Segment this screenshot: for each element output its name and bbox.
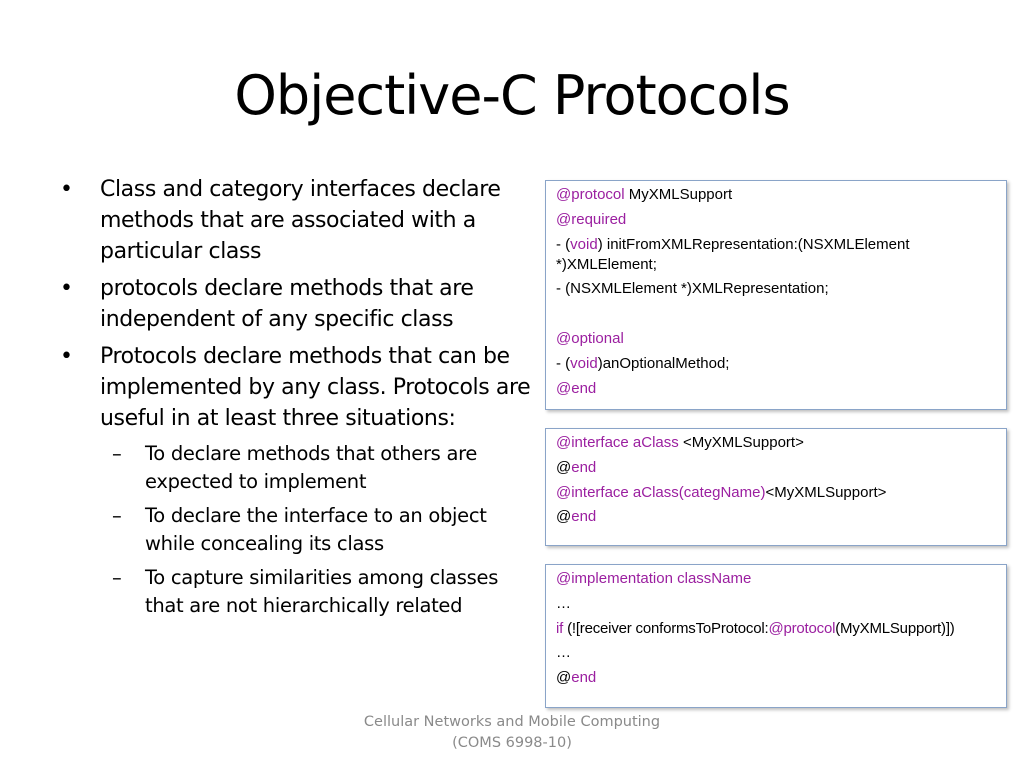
code-keyword: end [571,508,597,526]
bullet-marker: • [60,344,73,369]
code-keyword: if [556,619,564,637]
code-keyword: @implementation className [556,570,752,587]
code-line [556,619,996,639]
code-keyword: end [571,669,597,687]
code-line [556,507,996,527]
code-text: (![receiver conformsToProtocol: [563,619,769,637]
sub-bullet-marker: – [112,442,122,465]
code-line [556,594,996,614]
code-line [556,483,996,503]
code-text: … [556,644,571,662]
slide-footer [312,712,712,754]
code-keyword: @protocol [768,619,836,637]
code-text: @ [556,508,572,526]
bullet-item [60,341,540,434]
bullet-marker: • [60,276,73,301]
code-line [556,235,996,275]
code-text: )anOptionalMethod; [597,354,730,372]
code-text: ) initFromXMLRepresentation:(NSXMLElement *)XMLElement; [556,235,910,273]
bullet-marker: • [60,177,73,202]
code-keyword: @optional [556,329,624,347]
code-text: - ( [556,235,571,253]
code-keyword: @required [556,210,627,228]
code-line [556,569,996,589]
code-line [556,185,996,205]
bullet-item [60,273,540,335]
code-line [556,433,996,453]
code-text: <MyXMLSupport> [765,483,887,501]
footer-line: (COMS 6998-10) [452,735,572,751]
sub-bullet-text: To declare the interface to an object while concealing its class [145,504,487,555]
bullet-text: Class and category interfaces declare methods that are associated with a particular class [100,177,501,264]
code-line [556,379,996,399]
code-keyword: @interface aClass [556,434,679,451]
bullet-text: protocols declare methods that are independent of any specific class [100,276,474,332]
code-text: - ( [556,354,571,372]
code-line [556,354,996,374]
code-line [556,643,996,663]
code-keyword: void [570,354,598,372]
code-keyword: @end [556,379,597,397]
sub-bullet-item [60,502,540,558]
code-keyword: @protocol [556,186,625,203]
protocol-code-box [545,180,1007,410]
code-line [556,279,996,299]
bullet-list [60,174,540,626]
code-keyword: void [570,235,598,253]
sub-bullet-text: To capture similarities among classes that are not hierarchically related [145,566,499,617]
code-text: - (NSXMLElement *)XMLRepresentation; [556,280,829,298]
slide-title: Objective-C Protocols [234,64,790,127]
bullet-item [60,174,540,267]
sub-bullet-text: To declare methods that others are expected to implement [145,442,478,493]
code-line [556,668,996,688]
code-line [556,458,996,478]
code-text: … [556,594,571,612]
code-line [556,329,996,349]
sub-bullet-item [60,440,540,496]
sub-bullet-item [60,564,540,620]
bullet-text: Protocols declare methods that can be implemented by any class. Protocols are useful in at least three situations: [100,344,531,431]
code-text: (MyXMLSupport)]) [835,619,955,637]
sub-bullet-marker: – [112,566,122,589]
implementation-code-box [545,564,1007,708]
code-text: @ [556,669,572,687]
code-text: <MyXMLSupport> [678,434,804,451]
code-line [556,210,996,230]
code-keyword: end [571,458,597,476]
code-keyword: @interface aClass(categName) [556,483,766,501]
interface-code-box [545,428,1007,546]
code-text: MyXMLSupport [624,186,733,203]
code-text: @ [556,458,572,476]
footer-line: Cellular Networks and Mobile Computing [363,714,661,730]
sub-bullet-marker: – [112,504,122,527]
code-blank-line [556,304,996,324]
